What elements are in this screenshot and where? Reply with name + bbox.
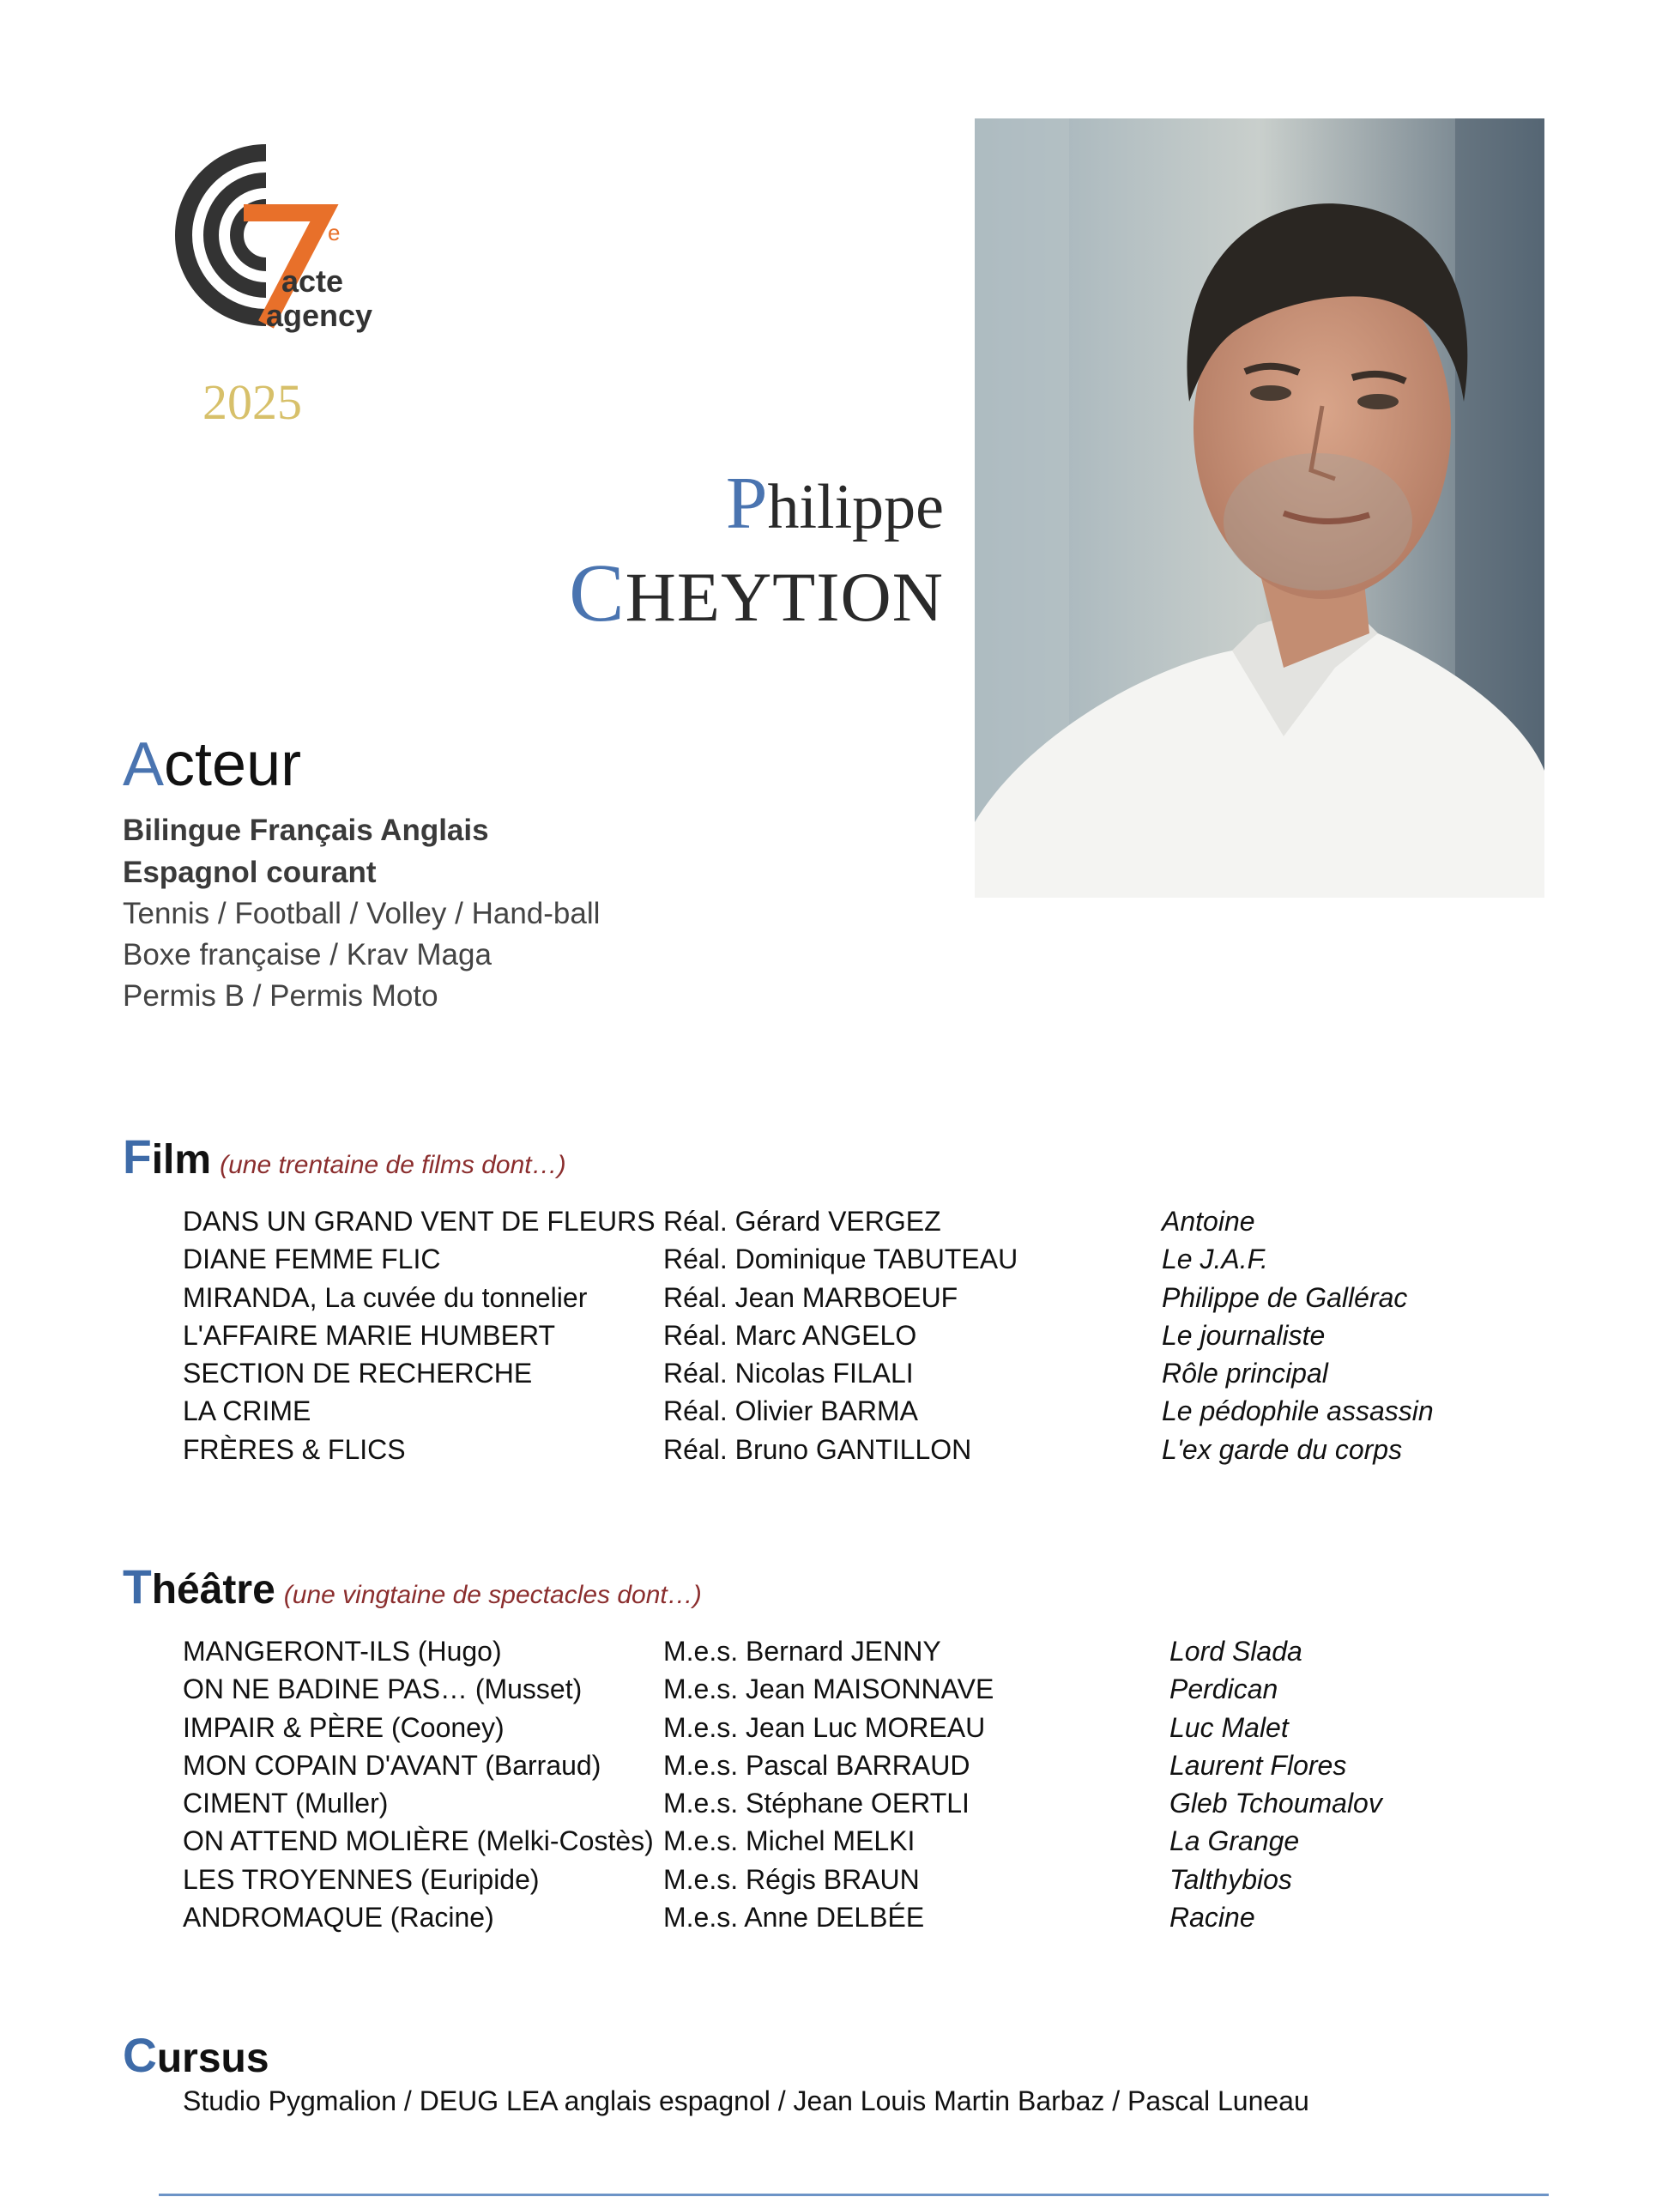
theatre-role: La Grange (1169, 1825, 1300, 1857)
theatre-title: IMPAIR & PÈRE (Cooney) (183, 1711, 505, 1743)
theatre-director: M.e.s. Michel MELKI (663, 1825, 916, 1857)
theatre-row (183, 1788, 1598, 1825)
film-title: L'AFFAIRE MARIE HUMBERT (183, 1319, 556, 1351)
theatre-title: CIMENT (Muller) (183, 1788, 389, 1819)
cursus-heading-initial: C (123, 2029, 157, 2082)
profile-line-licences: Permis B / Permis Moto (123, 979, 438, 1013)
theatre-heading-rest: héâtre (151, 1567, 275, 1613)
theatre-title: ANDROMAQUE (Racine) (183, 1902, 494, 1934)
theatre-director: M.e.s. Jean Luc MOREAU (663, 1711, 986, 1743)
film-title: LA CRIME (183, 1395, 311, 1427)
theatre-section-heading (123, 1559, 702, 1614)
theatre-row (183, 1636, 1598, 1673)
cursus-heading-rest: ursus (156, 2036, 269, 2081)
theatre-role: Talthybios (1169, 1863, 1292, 1895)
theatre-row (183, 1902, 1598, 1940)
theatre-director: M.e.s. Anne DELBÉE (663, 1902, 925, 1934)
theatre-heading-title (123, 1560, 275, 1613)
theatre-title: LES TROYENNES (Euripide) (183, 1863, 540, 1895)
theatre-role: Gleb Tchoumalov (1169, 1788, 1382, 1819)
film-row (183, 1358, 1598, 1395)
logo-text-acte: acte (281, 263, 344, 299)
film-director: Réal. Olivier BARMA (663, 1395, 918, 1427)
theatre-heading-initial: T (123, 1560, 152, 1613)
film-role: Philippe de Gallérac (1162, 1281, 1408, 1313)
film-director: Réal. Bruno GANTILLON (663, 1433, 972, 1465)
profile-line-combat: Boxe française / Krav Maga (123, 938, 492, 971)
film-title: DIANE FEMME FLIC (183, 1244, 441, 1275)
theatre-row (183, 1750, 1598, 1788)
year: 2025 (202, 374, 302, 430)
film-director: Réal. Jean MARBOEUF (663, 1281, 958, 1313)
theatre-director: M.e.s. Pascal BARRAUD (663, 1749, 970, 1781)
profile-line-sports: Tennis / Football / Volley / Hand-ball (123, 897, 601, 930)
logo-superscript: e (328, 220, 341, 245)
film-list (183, 1206, 1598, 1472)
theatre-row (183, 1712, 1598, 1750)
theatre-role: Laurent Flores (1169, 1749, 1347, 1781)
film-title: MIRANDA, La cuvée du tonnelier (183, 1281, 588, 1313)
last-name-rest: HEYTION (625, 558, 944, 636)
film-heading-rest: ilm (151, 1137, 212, 1183)
film-director: Réal. Dominique TABUTEAU (663, 1244, 1018, 1275)
film-director: Réal. Gérard VERGEZ (663, 1206, 941, 1237)
film-heading-note: (une trentaine de films dont…) (220, 1151, 566, 1179)
last-name (569, 545, 944, 640)
film-director: Réal. Marc ANGELO (663, 1319, 917, 1351)
theatre-role: Luc Malet (1169, 1711, 1289, 1743)
film-role: Antoine (1162, 1206, 1255, 1237)
theatre-title: MANGERONT-ILS (Hugo) (183, 1636, 502, 1667)
profile-line-languages: Bilingue Français Anglais (123, 814, 489, 847)
film-role: Le J.A.F. (1162, 1244, 1268, 1275)
film-role: Rôle principal (1162, 1358, 1328, 1389)
profile-line-spanish: Espagnol courant (123, 856, 377, 889)
theatre-director: M.e.s. Stéphane OERTLI (663, 1788, 970, 1819)
theatre-title: MON COPAIN D'AVANT (Barraud) (183, 1749, 601, 1781)
film-section-heading (123, 1129, 566, 1184)
cursus-section-heading (123, 2028, 269, 2083)
theatre-director: M.e.s. Régis BRAUN (663, 1863, 920, 1895)
film-heading-initial: F (123, 1130, 152, 1183)
last-name-initial: C (569, 547, 625, 639)
film-role: L'ex garde du corps (1162, 1433, 1403, 1465)
film-role: Le journaliste (1162, 1319, 1326, 1351)
first-name-rest: hilippe (767, 472, 944, 542)
film-row (183, 1244, 1598, 1281)
theatre-role: Racine (1169, 1902, 1255, 1934)
logo-text-agency: agency (266, 298, 373, 333)
film-role: Le pédophile assassin (1162, 1395, 1434, 1427)
film-title: SECTION DE RECHERCHE (183, 1358, 533, 1389)
portrait-photo (975, 118, 1544, 898)
theatre-row (183, 1673, 1598, 1711)
film-director: Réal. Nicolas FILALI (663, 1358, 914, 1389)
profile-title-rest: cteur (164, 730, 302, 799)
first-name (726, 459, 944, 546)
profile-title-initial: A (123, 730, 165, 799)
theatre-title: ON NE BADINE PAS… (Musset) (183, 1673, 583, 1705)
theatre-heading-note: (une vingtaine de spectacles dont…) (283, 1581, 702, 1609)
theatre-row (183, 1864, 1598, 1902)
theatre-director: M.e.s. Bernard JENNY (663, 1636, 941, 1667)
theatre-row (183, 1825, 1598, 1863)
film-row (183, 1434, 1598, 1472)
theatre-title: ON ATTEND MOLIÈRE (Melki-Costès) (183, 1825, 654, 1857)
film-title: FRÈRES & FLICS (183, 1433, 406, 1465)
first-name-initial: P (725, 461, 768, 544)
bottom-divider (159, 2194, 1549, 2196)
film-row (183, 1206, 1598, 1244)
theatre-role: Lord Slada (1169, 1636, 1302, 1667)
profile-title (123, 729, 301, 800)
film-row (183, 1320, 1598, 1358)
theatre-role: Perdican (1169, 1673, 1278, 1705)
cursus-text: Studio Pygmalion / DEUG LEA anglais espagnol / Jean Louis Martin Barbaz / Pascal Luneau (183, 2085, 1309, 2116)
film-heading-title (123, 1130, 212, 1183)
film-row (183, 1282, 1598, 1320)
cursus-heading-title (123, 2029, 269, 2082)
film-title: DANS UN GRAND VENT DE FLEURS (183, 1206, 656, 1237)
theatre-list (183, 1636, 1598, 1940)
film-row (183, 1395, 1598, 1433)
theatre-director: M.e.s. Jean MAISONNAVE (663, 1673, 994, 1705)
acte-agency-logo (137, 127, 378, 342)
